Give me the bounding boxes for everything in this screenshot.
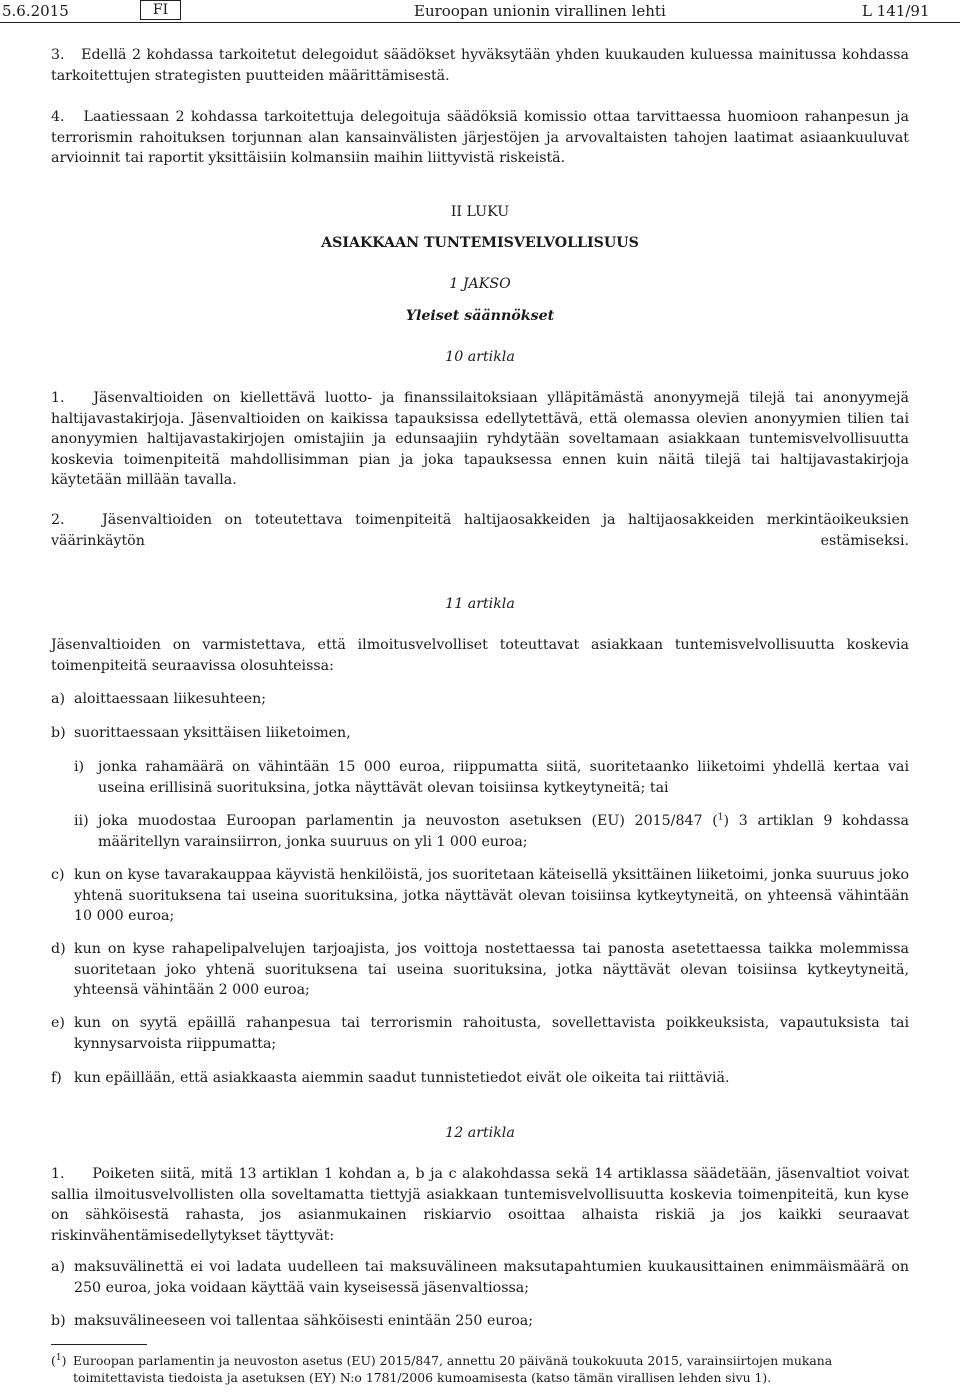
paragraph-3 bbox=[51, 45, 909, 86]
chapter-title: ASIAKKAAN TUNTEMISVELVOLLISUUS bbox=[321, 235, 639, 251]
sub-item-text: joka muodostaa Euroopan parlamentin ja neuvoston asetuksen (EU) 2015/847 ($^1$) 3 artiklan 9 kohdassa määritellyn varainsiirron, jonka suuruus on yli 1 000 euroa; bbox=[98, 812, 909, 850]
article-11-intro: Jäsenvaltioiden on varmistettava, että ilmoitusvelvolliset toteuttavat asiakkaan tuntemisvelvollisuutta koskevia toimenpiteitä seuraavissa olosuhteissa: bbox=[51, 637, 909, 674]
sub-item-label: i) bbox=[74, 759, 85, 775]
list-item-text: kun on kyse tavarakauppaa käyvistä henkilöistä, jos suoritetaan käteisellä yksittäinen liiketoimi, jonka suuruus joko yhtenä suorituksena tai useina suorituksina, jotka näyttävät olevan toisiinsa kytkeytyneitä, on yhteensä vähintään 10 000 euroa; bbox=[74, 867, 909, 924]
paragraph-number: 3. bbox=[51, 47, 65, 63]
paragraph-text: Jäsenvaltioiden on toteutettava toimenpiteitä haltijaosakkeiden ja haltijaosakkeiden merkintäoikeuksien väärinkäytön estämiseksi. bbox=[51, 512, 909, 549]
list-item-label: d) bbox=[51, 941, 66, 957]
paragraph-text: Laatiessaan 2 kohdassa tarkoitettuja delegoituja säädöksiä komissio ottaa tarvittaessa huomioon rahanpesun ja terrorismin rahoituksen torjunnan alan kansainvälisten järjestöjen ja arvovaltaisten tahojen laatimat asiaankuuluvat arvioinnit tai raportit yksittäisiin kolmansiin maihin liittyvistä riskeistä. bbox=[51, 109, 910, 166]
paragraph-number: 4. bbox=[51, 109, 65, 125]
paragraph-text: Edellä 2 kohdassa tarkoitetut delegoidut säädökset hyväksytään yhden kuukauden kuluessa mainitussa kohdassa tarkoitettujen strategisten puutteiden määrittämisestä. bbox=[51, 47, 909, 84]
paragraph-number: 1. bbox=[51, 1166, 65, 1182]
sub-item-label: ii) bbox=[74, 813, 89, 829]
language-code-box: FI bbox=[140, 0, 181, 20]
paragraph-text: Poiketen siitä, mitä 13 artiklan 1 kohdan a, b ja c alakohdassa sekä 14 artiklassa säädetään, jäsenvaltiot voivat sallia ilmoitusvelvollisten olla soveltamatta tiettyjä asiakkaan tuntemisvelvollisuutta koskevia toimenpiteitä, kun kyse on sähköisestä rahasta, jos asianmukainen riskiarvio osoittaa alhaista riskiä ja jos kaikki seuraavat riskinvähentämisedellytykset täyttyvät: bbox=[51, 1166, 909, 1244]
list-item-label: a) bbox=[51, 691, 65, 707]
list-item-label: b) bbox=[51, 725, 66, 741]
list-item-text: kun epäillään, että asiakkaasta aiemmin saadut tunnistetiedot eivät ole oikeita tai riittäviä. bbox=[74, 1070, 730, 1086]
footnote-text: Euroopan parlamentin ja neuvoston asetus (EU) 2015/847, annettu 20 päivänä toukokuuta 2015, varainsiirtojen mukana toimitettavista tiedoista ja asetuksen (EY) N:o 1781/2006 kumoamisesta (katso tämän virallisen lehden sivu 1). bbox=[73, 1353, 833, 1385]
list-item-text: suorittaessaan yksittäisen liiketoimen, bbox=[74, 725, 351, 741]
paragraph-number: 1. bbox=[51, 390, 65, 406]
list-item-text: aloittaessaan liikesuhteen; bbox=[74, 691, 267, 707]
footnote-label: ($^1$) bbox=[51, 1352, 67, 1368]
page-reference: L 141/91 bbox=[862, 2, 930, 20]
list-item-text: kun on syytä epäillä rahanpesua tai terrorismin rahoitusta, sovellettavista poikkeuksista, vapautuksista tai kynnysarvoista riippumatta; bbox=[74, 1015, 909, 1052]
issue-date: 5.6.2015 bbox=[2, 2, 69, 20]
chapter-number: II LUKU bbox=[450, 204, 510, 220]
list-item-label: e) bbox=[51, 1015, 65, 1031]
list-item-label: f) bbox=[51, 1070, 62, 1086]
footnote-separator bbox=[51, 1344, 147, 1345]
list-item-label: c) bbox=[51, 867, 65, 883]
article-10-paragraph-1 bbox=[51, 388, 909, 491]
article-10-heading: 10 artikla bbox=[445, 349, 515, 365]
page-header bbox=[0, 0, 960, 22]
list-item-text: kun on kyse rahapelipalvelujen tarjoajista, jos voittoja nostettaessa tai panosta asetettaessa taikka molemmissa suoritetaan joko yhtenä suorituksena tai useina suorituksina, jotka näyttävät olevan toisiinsa kytkeytyneitä, yhteensä vähintään 2 000 euroa; bbox=[74, 941, 909, 998]
journal-title: Euroopan unionin virallinen lehti bbox=[414, 2, 666, 20]
footnote-ref[interactable]: 1 bbox=[717, 812, 724, 823]
header-rule bbox=[0, 22, 960, 23]
paragraph-number: 2. bbox=[51, 512, 65, 528]
article-10-paragraph-2 bbox=[51, 510, 909, 551]
paragraph-text: Jäsenvaltioiden on kiellettävä luotto- ja finanssilaitoksiaan ylläpitämästä anonyymejä tilejä tai anonyymejä haltijavastakirjoja. Jäsenvaltioiden on kaikissa tapauksissa edellytettävä, että olemassa olevien anonyymien tilien tai anonyymien haltijavastakirjojen omistajiin ja edunsaajiin ryhdytään soveltamaan asiakkaan tuntemisvelvollisuutta koskevia toimenpiteitä mahdollisimman pian ja joka tapauksessa ennen kuin näitä tilejä tai haltijavastakirjoja käytetään millään tavalla. bbox=[51, 390, 909, 488]
article-12-paragraph-1 bbox=[51, 1164, 909, 1246]
list-item-text: maksuvälineeseen voi tallentaa sähköisesti enintään 250 euroa; bbox=[74, 1313, 534, 1329]
list-item-label: b) bbox=[51, 1313, 66, 1329]
list-item-label: a) bbox=[51, 1259, 65, 1275]
article-12-heading: 12 artikla bbox=[445, 1125, 515, 1141]
sub-item-text: jonka rahamäärä on vähintään 15 000 euroa, riippumatta siitä, suoritetaanko liiketoimi yhdellä kertaa vai useina erillisinä suorituksina, jotka näyttävät olevan toisiinsa kytkeytyneitä; tai bbox=[98, 759, 909, 796]
article-11-heading: 11 artikla bbox=[445, 596, 515, 612]
section-title: Yleiset säännökset bbox=[405, 308, 555, 324]
paragraph-4 bbox=[51, 107, 909, 169]
list-item-text: maksuvälinettä ei voi ladata uudelleen tai maksuvälineen maksutapahtumien kuukausittainen enimmäismäärä on 250 euroa, joka voidaan käyttää vain kyseisessä jäsenvaltiossa; bbox=[74, 1259, 909, 1296]
section-number: 1 JAKSO bbox=[449, 276, 511, 292]
